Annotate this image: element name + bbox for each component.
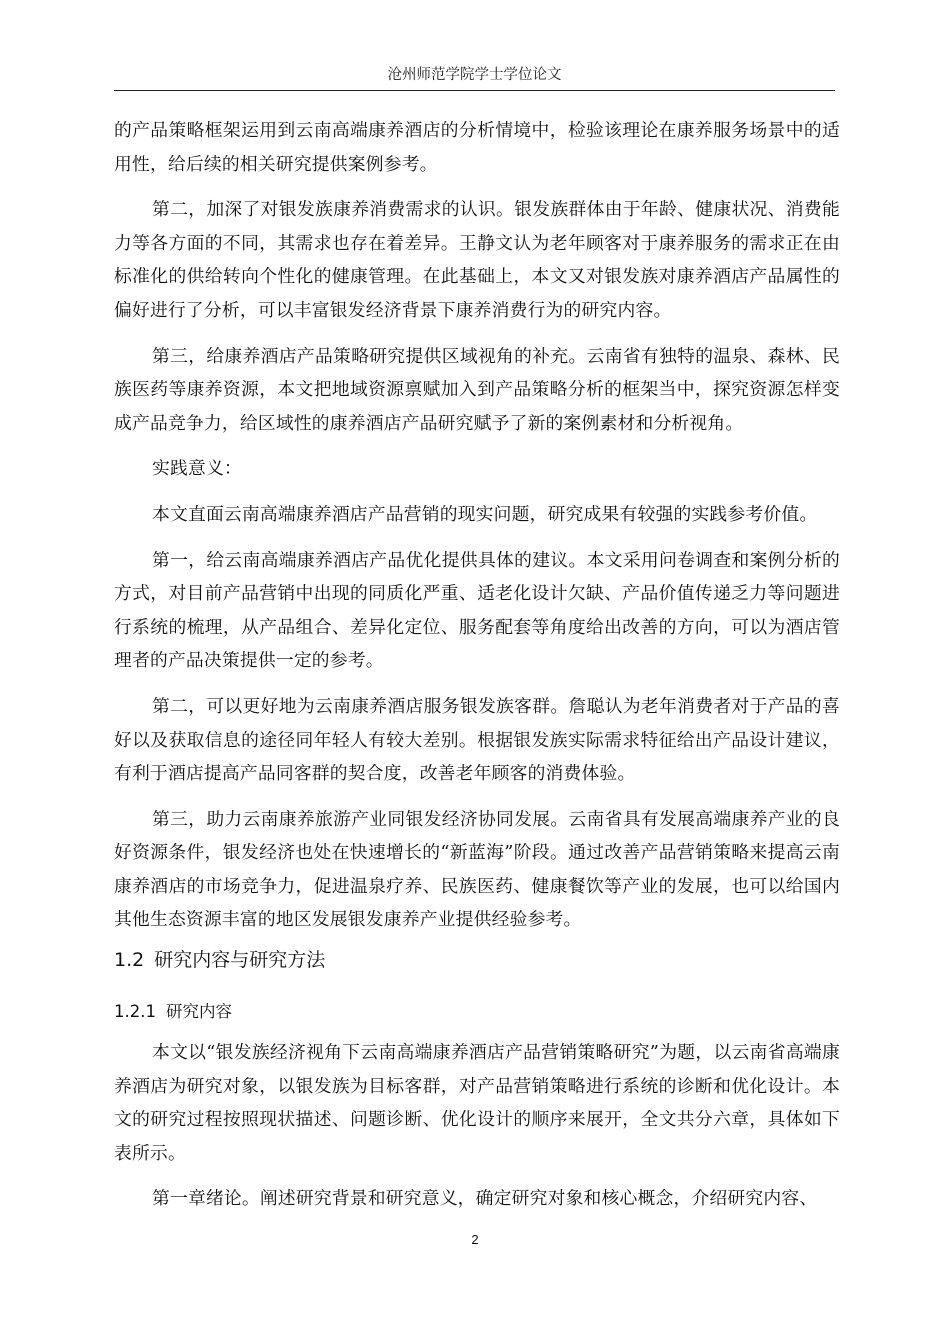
running-header: 沧州师范学院学士学位论文 bbox=[114, 62, 835, 91]
body-text-section bbox=[114, 1036, 840, 1228]
subsection-heading bbox=[114, 998, 232, 1026]
paragraph-practical-heading: 实践意义： bbox=[152, 458, 242, 480]
subsection-number: 1.2.1 bbox=[114, 1002, 156, 1021]
paragraph-second-theory: 第二，加深了对银发族康养消费需求的认识。银发族群体由于年龄、健康状况、消费能力等各方面的不同，其需求也存在着差异。王静文认为老年顾客对于康养服务的需求正在由标准化的供给转向个性化的健康管理。在此基础上，本文又对银发族对康养酒店产品属性的偏好进行了分析，可以丰富银发经济背景下康养消费行为的研究内容。 bbox=[114, 199, 840, 321]
subsection-title: 研究内容 bbox=[165, 1002, 232, 1021]
page-number: 2 bbox=[471, 1232, 479, 1247]
section-heading bbox=[114, 945, 325, 975]
paragraph-third-practice: 第三，助力云南康养旅游产业同银发经济协同发展。云南省具有发展高端康养产业的良好资源条件，银发经济也处在快速增长的“新蓝海”阶段。通过改善产品营销策略来提高云南康养酒店的市场竞争力，促进温泉疗养、民族医药、健康餐饮等产业的发展，也可以给国内其他生态资源丰富的地区发展银发康养产业提供经验参考。 bbox=[114, 808, 840, 931]
section-number: 1.2 bbox=[114, 949, 145, 971]
body-text bbox=[114, 114, 840, 949]
section-title: 研究内容与研究方法 bbox=[154, 949, 326, 971]
paragraph-third-theory: 第三，给康养酒店产品策略研究提供区域视角的补充。云南省有独特的温泉、森林、民族医药等康养资源，本文把地域资源禀赋加入到产品策略分析的框架当中，探究资源怎样变成产品竞争力，给区域性的康养酒店产品研究赋予了新的案例素材和分析视角。 bbox=[114, 345, 840, 434]
paragraph-second-practice: 第二，可以更好地为云南康养酒店服务银发族客群。詹聪认为老年消费者对于产品的喜好以及获取信息的途径同年轻人有较大差别。根据银发族实际需求特征给出产品设计建议，有利于酒店提高产品同客群的契合度，改善老年顾客的消费体验。 bbox=[114, 695, 840, 785]
paragraph-first-practice: 第一，给云南高端康养酒店产品优化提供具体的建议。本文采用问卷调查和案例分析的方式，对目前产品营销中出现的同质化严重、适老化设计欠缺、产品价值传递乏力等问题进行系统的梳理，从产品组合、差异化定位、服务配套等角度给出改善的方向，可以为酒店管理者的产品决策提供一定的参考。 bbox=[114, 549, 840, 672]
paragraph-practical-intro: 本文直面云南高端康养酒店产品营销的现实问题，研究成果有较强的实践参考价值。 bbox=[152, 503, 818, 525]
paragraph-continuation: 的产品策略框架运用到云南高端康养酒店的分析情境中，检验该理论在康养服务场景中的适用性，给后续的相关研究提供案例参考。 bbox=[114, 120, 840, 175]
paragraph-chapter-one: 第一章绪论。阐述研究背景和研究意义，确定研究对象和核心概念，介绍研究内容、 bbox=[152, 1188, 818, 1210]
paragraph-research-content: 本文以“银发族经济视角下云南高端康养酒店产品营销策略研究”为题，以云南省高端康养酒店为研究对象，以银发族为目标客群，对产品营销策略进行系统的诊断和优化设计。本文的研究过程按照现状描述、问题诊断、优化设计的顺序来展开，全文共分六章，具体如下表所示。 bbox=[114, 1042, 840, 1164]
